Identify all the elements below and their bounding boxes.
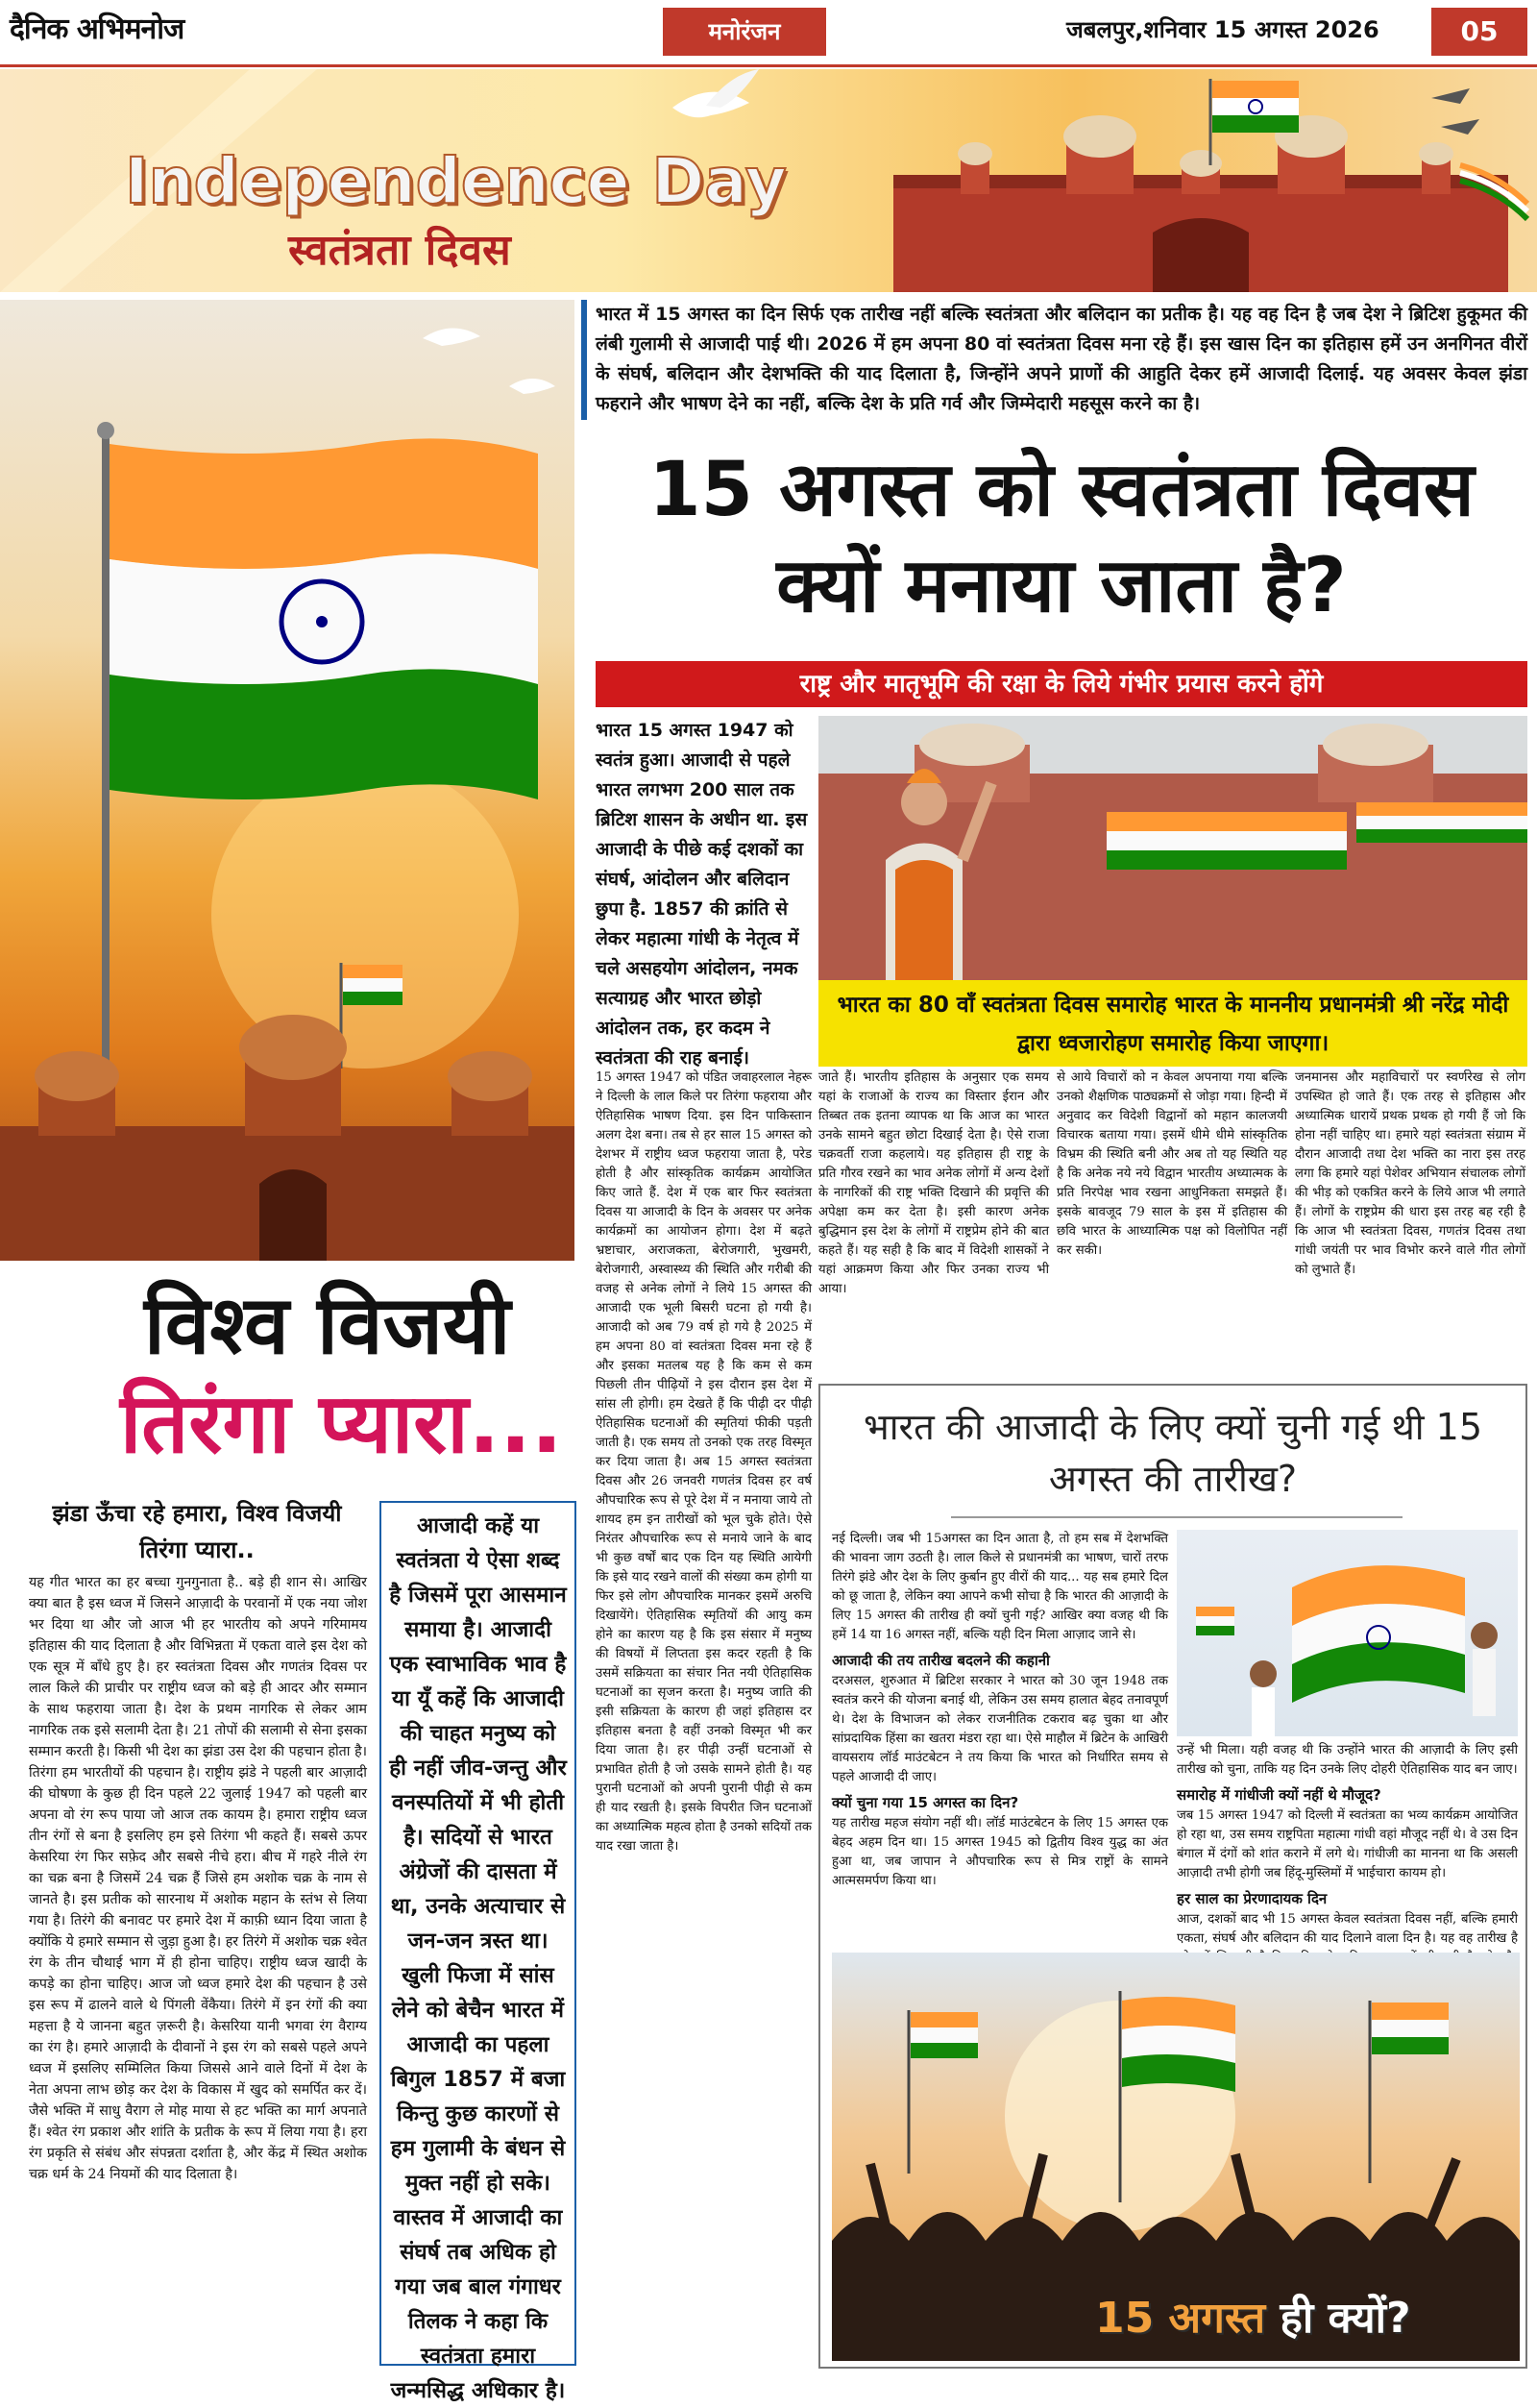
why-intro: नई दिल्ली। जब भी 15अगस्त का दिन आता है, तो हम सब में देशभक्ति की भावना जाग उठती है। लाल किले से प्रधानमंत्री का भाषण, चारों तरफ तिरंगे झंडे और देश के लिए कुर्बान हुए वीरों की याद... यह सब हमारे दिल को छू जाता है, लेकिन क्या आपने कभी सोचा है कि भारत की आज़ादी के लिए 15 अगस्त की तारीख ही क्यों चुनी गई? आखिर क्या वजह थी कि हमें 14 या 16 अगस्त नहीं, बल्कि यही दिन मिला आज़ाद जाने से।	[832, 1532, 1168, 1642]
flag-photo-art	[0, 300, 574, 1261]
left-article-body: यह गीत भारत का हर बच्चा गुनगुनाता है.. बड़े ही शान से। आखिर क्या बात है इस ध्वज में जिसने आज़ादी के परवानों में एक नया जोश भर दिया था और जो आज भी हर भारतीय को अपने गरिमामय इतिहास की याद दिलाता है और विभिन्नता में एकता वाले इस देश को एक सूत्र में बाँधे हुए है। हर स्वतंत्रता दिवस और गणतंत्र दिवस पर लाल किले की प्राचीर पर राष्ट्रीय ध्वज को बड़े ही आदर और सम्मान के साथ फहराया जाता है। देश के प्रथम नागरिक से लेकर आम नागरिक तक इसे सलामी देता है। 21 तोपों की सलामी से सेना इसका सम्मान करती है। किसी भी देश का झंडा उस देश की पहचान होता है। तिरंगा हम भारतीयों की पहचान है। राष्ट्रीय झंडे ने पहली बार आज़ादी की घोषणा के कुछ ही दिन पहले 22 जुलाई 1947 को पहली बार अपना वो रंग रूप पाया जो आज तक कायम है। हमारा राष्ट्रीय ध्वज तीन रंगों से बना है इसलिए हम इसे तिरंगा भी कहते हैं। सबसे ऊपर केसरिया रंग फिर सफ़ेद और सबसे नीचे हरा। बीच में गहरे नीले रंग का चक्र बना है जिसमें 24 चक्र हैं जिसे हम अशोक चक्र के नाम से जानते है। इस प्रतीक को सारनाथ में अशोक महान के स्तंभ से लिया गया है। तिरंगे की बनावट पर हमारे देश में काफ़ी ध्यान दिया जाता है क्योंकि ये हमारे सम्मान से जुड़ा हुआ है। हर तिरंगे में अशोक चक्र श्वेत रंग के तीन चौथाई भाग में ही होना चाहिए। राष्ट्रीय ध्वज खादी के कपड़े का होना चाहिए। आज जो ध्वज हमारे देश की पहचान है उसे इस रूप में ढालने वाले थे पिंगली वेंकैया। तिरंगे में इन रंगों की क्या महत्ता है ये जानना बहुत ज़रूरी है। केसरिया यानी भगवा रंग वैराग्य का रंग है। हमारे आज़ादी के दीवानों ने इस रंग को सबसे पहले अपने ध्वज में इसलिए सम्मिलित किया जिससे आने वाले दिनों में देश के नेता अपना लाभ छोड़ कर देश के विकास में खुद को समर्पित कर दें। जैसे भक्ति में साधु वैराग ले मोह माया से हट भक्ति का मार्ग अपनाते हैं। श्वेत रंग प्रकाश और शांति के प्रतीक के रूप में लिया गया है। हरा रंग प्रकृति से संबंध और संपन्नता दर्शाता है, और केंद्र में स्थित अशोक चक्र धर्म के 24 नियमों की याद दिलाता है।	[29, 1575, 367, 2182]
subhead-date-change: आजादी की तय तारीख बदलने की कहानी	[832, 1652, 1050, 1669]
main-headline: 15 अगस्त को स्वतंत्रता दिवस क्यों मनाया जाता है?	[648, 447, 1475, 629]
subhead-gandhi: समारोह में गांधीजी क्यों नहीं थे मौजूद?	[1177, 1786, 1381, 1804]
page-number: 05	[1431, 8, 1527, 56]
article-column-d: जनमानस और महाविचारों पर स्वर्णरेख से लोग उपस्थित हो जाते हैं। एक तरह से इतिहास और अध्यात्मिक धारायें प्रथक प्रथक हो गयी हैं जो कि होना नहीं चाहिए था। हमारे यहां स्वतंत्रता संग्राम में दौरान आजादी तथा देश भक्ति का नारा इस तरह लगा कि हमारे यहां पेशेवर अभियान संचालक लोगों की भीड़ को एकत्रित करने के लिये आज भी लगाते हैं। लोगों के राष्ट्रप्रेम की धारा इस तरह बह रही है कि आज भी स्वतंत्रता दिवस, गणतंत्र दिवस तथा गांधी जयंती पर भाव विभोर करने वाले गीत लोगों को लुभाते हैं।	[1295, 1070, 1525, 1277]
kids-photo-art	[1177, 1530, 1518, 1736]
inspiring-day-text: आज, दशकों बाद भी 15 अगस्त केवल स्वतंत्रता दिवस नहीं, बल्कि हमारी एकता, संघर्ष और बलिदान की याद दिलाने वाला दिन है। यह वह तारीख है	[1177, 1912, 1518, 1946]
why-date-change-text: दरअसल, शुरुआत में ब्रिटिश सरकार ने भारत को 30 जून 1948 तक स्वतंत्र करने की योजना बनाई थी, लेकिन उस समय हालात बेहद तनावपूर्ण थे। देश के विभाजन को लेकर राजनीतिक टकराव बढ़ चुका था और सांप्रदायिक हिंसा का खतरा मंडरा रहा था। ऐसे माहौल में ब्रिटेन के आखिरी वायसराय लॉर्ड माउंटबेटन ने तय किया कि भारत को निर्धारित समय से पहले आजादी दी जाए।	[832, 1674, 1168, 1784]
lead-paragraph: भारत 15 अगस्त 1947 को स्वतंत्र हुआ। आजादी से पहले भारत लगभग 200 साल तक ब्रिटिश शासन के अधीन था. इस आजादी के पीछे कई दशकों का संघर्ष, आंदोलन और बलिदान छुपा है. 1857 की क्रांति से लेकर महात्मा गांधी के नेतृत्व में चले असहयोग आंदोलन, नमक सत्याग्रह और भारत छोड़ो आंदोलन तक, हर कदम ने स्वतंत्रता की राह बनाई।	[596, 720, 808, 1069]
flag-photo	[0, 300, 574, 1261]
subhead-inspiring-day: हर साल का प्रेरणादायक दिन	[1177, 1890, 1328, 1907]
headline-rule	[951, 1516, 1403, 1518]
why-15-text: यह तारीख महज संयोग नहीं थी। लॉर्ड माउंटबेटन के लिए 15 अगस्त एक बेहद अहम दिन था। 15 अगस्त 1945 को द्वितीय विश्व युद्ध का अंत हुआ था, जब जापान ने औपचारिक रूप से मित्र राष्ट्रों के सामने आत्मसमर्पण किया था।	[832, 1816, 1168, 1888]
article-column-c: से आये विचारों को न केवल अपनाया गया बल्कि उनको शैक्षणिक पाठ्यक्रमों से जोड़ा गया। हिन्दी में अनुवाद कर विदेशी विद्वानों को महान कालजयी विचारक बताया गया। इसमें धीमे धीमे सांस्कृतिक विभ्रम की स्थिति बनी और अब तो यह स्थिति यह है कि अनेक नये नये विद्वान भारतीय अध्यात्मक के प्रति निरपेक्ष भाव रखना आधुनिकता समझते हैं। इसके बावजूद 79 साल के इस में इतिहास की छवि भारत के आध्यात्मिक पक्ष को विलोपित नहीं कर सकी।	[1057, 1070, 1287, 1258]
article-column-b: जाते हैं। भारतीय इतिहास के अनुसार एक समय यहां के राजाओं के राज्य का विस्तार ईरान और तिब्बत तक इतना व्यापक था कि आज का भारत उनके सामने बहुत छोटा दिखाई देता है। ऐसे राजा चक्रवर्ती राजा कहलाये। यह इतिहास ही राष्ट्र के प्रति गौरव रखने का भाव अनेक लोगों में अन्य देशों के नागरिकों की राष्ट्र भक्ति दिखाने की प्रवृत्ति की अपेक्षा कम कर देता है। इसी कारण अनेक बुद्धिमान इस देश के लोगों में राष्ट्रप्रेम होने की बात कहते हैं। यह सही है कि बाद में विदेशी शासकों ने यहां आक्रमण किया और फिर उनका राज्य भी आया।	[818, 1070, 1049, 1296]
crowd-caption-date: 15 अगस्त	[1095, 2294, 1266, 2343]
banner-title-hindi: स्वतंत्रता दिवस	[288, 226, 511, 275]
ceremony-photo-art	[818, 716, 1527, 980]
banner-title-english: Independence Day	[125, 144, 787, 218]
quote-text: आजादी कहें या स्वतंत्रता ये ऐसा शब्द है जिसमें पूरा आसमान समाया है। आजादी एक स्वाभाविक भाव है या यूँ कहें कि आजादी की चाहत मनुष्य को ही नहीं जीव-जन्तु और वनस्पतियों में भी होती है। सदियों से भारत अंग्रेजों की दासता में था, उनके अत्याचार से जन-जन त्रस्त था। खुली फिजा में सांस लेने को बेचैन भारत में आजादी का पहला बिगुल 1857 में बजा किन्तु कुछ कारणों से हम गुलामी के बंधन से मुक्त नहीं हो सके। वास्तव में आजादी का संघर्ष तब अधिक हो गया जब बाल गंगाधर तिलक ने कहा कि स्वतंत्रता हमारा जन्मसिद्ध अधिकार है।	[389, 1513, 567, 2403]
left-headline-line1: विश्व विजयी	[144, 1278, 511, 1372]
dateline: जबलपुर,शनिवार 15 अगस्त 2026	[1066, 16, 1379, 43]
why-column-left	[832, 1530, 1168, 1943]
subhead-why-15: क्यों चुना गया 15 अगस्त का दिन?	[832, 1794, 1019, 1811]
quote-box	[379, 1501, 576, 2403]
crowd-caption-question: ही क्यों?	[1265, 2294, 1411, 2343]
article-column-a: 15 अगस्त 1947 को पंडित जवाहरलाल नेहरू ने दिल्ली के लाल किले पर तिरंगा फहराया और ऐतिहासिक भाषण दिया. इस दिन पाकिस्तान अलग देश बना। तब से हर साल 15 अगस्त को देशभर में राष्ट्रीय ध्वज फहराया जाता है, परेड होती है और सांस्कृतिक कार्यक्रम आयोजित किए जाते हैं. देश में एक बार फिर स्वतंत्रता दिवस या आजादी के दिन के अवसर पर अनेक कार्यक्रमों का आयोजन होगा। देश में बढ़ते भ्रष्टाचार, अराजकता, बेरोजगारी, भुखमरी, बेरोजगारी, अस्वास्थ्य की स्थिति और गरीबी की वजह से अनेक लोगों ने लिये 15 अगस्त की आजादी एक भूली बिसरी घटना हो गयी है। आजादी को अब 79 वर्ष हो गये है 2025 में हम अपना 80 वां स्वतंत्रता दिवस मना रहे हैं और इसका मतलब यह है कि कम से कम पिछली तीन पीढ़ियों ने इस दौरान इस देश में सांस ली होगी। हम देखते हैं कि पीढ़ी दर पीढ़ी ऐतिहासिक घटनाओं की स्मृतियां फीकी पड़ती जाती है। एक समय तो उनको एक तरह विस्मृत कर दिया जाता है। अब 15 अगस्त स्वतंत्रता दिवस और 26 जनवरी गणतंत्र दिवस हर वर्ष औपचारिक रूप से पूरे देश में न मनाया जाये तो शायद हम इन तारीखों को भूल चुके होते। ऐसे निरंतर औपचारिक रूप से मनाये जाने के बाद भी कुछ वर्षों बाद एक दिन यह स्थिति आयेगी कि इसे याद रखने वालों की संख्या कम होगी या फिर इसे लोग औपचारिक मानकर इसमें अरुचि दिखायेंगे। ऐतिहासिक स्मृतियों की आयु कम होने का कारण यह है कि इस संसार में मनुष्य की विषयों में लिप्तता इस कदर रहती है कि उसमें सक्रियता का संचार नित नयी ऐतिहासिक घटनाओं का सृजन करता है। मनुष्य जाति की इसी सक्रियता के कारण ही जहां इतिहास दर इतिहास बनता है वहीं उनको विस्मृत भी कर दिया जाता है। हर पीढ़ी उन्हीं घटनाओं से प्रभावित होती है जो उसके सामने होती है। यह पुरानी घटनाओं को अपनी पुरानी पीढ़ी से कम ही याद रखती है। इसके विपरीत जिन घटनाओं का अध्यात्मिक महत्व होता है उनको सदियों तक याद रखा जाता है।	[596, 1070, 812, 1854]
why-15-august-headline: भारत की आजादी के लिए क्यों चुनी गई थी 15 अगस्त की तारीख?	[864, 1406, 1482, 1500]
paper-name: दैनिक अभिमनोज	[10, 12, 184, 46]
deck-strip: राष्ट्र और मातृभूमि की रक्षा के लिये गंभीर प्रयास करने होंगे	[596, 661, 1527, 707]
kids-with-flags-photo	[1177, 1530, 1518, 1736]
gandhi-text: जब 15 अगस्त 1947 को दिल्ली में स्वतंत्रता का भव्य कार्यक्रम आयोजित हो रहा था, उस समय राष्ट्रपिता महात्मा गांधी वहां मौजूद नहीं थे। वे उस दिन बंगाल में दंगों को शांत कराने में लगे थे। गांधीजी का मानना था कि असली आज़ादी तभी होगी जब हिंदू-मुस्लिमों में भाईचारा कायम हो।	[1177, 1808, 1518, 1880]
photo-caption: भारत का 80 वाँ स्वतंत्रता दिवस समारोह भारत के माननीय प्रधानमंत्री श्री नरेंद्र मोदी द्वारा ध्वजारोहण समारोह किया जाएगा।	[818, 980, 1527, 1067]
red-fort-illustration	[893, 115, 1508, 292]
crowd-caption	[1095, 2287, 1411, 2345]
intro-rule	[581, 300, 587, 420]
section-label: मनोरंजन	[663, 8, 826, 56]
why-right-intro: उन्हें भी मिला। यही वजह थी कि उन्होंने भारत की आज़ादी के लिए इसी तारीख को चुना, ताकि यह दिन उनके लिए दोहरी ऐतिहासिक याद बन जाए।	[1177, 1743, 1518, 1777]
left-subheadline: झंडा ऊँचा रहे हमारा, विश्व विजयी तिरंगा प्यारा..	[52, 1500, 342, 1563]
red-fort-ceremony-photo	[818, 716, 1527, 980]
dove-icon	[672, 69, 759, 117]
left-headline-line2: तिरंगा प्यारा...	[120, 1376, 563, 1472]
intro-paragraph: भारत में 15 अगस्त का दिन सिर्फ एक तारीख नहीं बल्कि स्वतंत्रता और बलिदान का प्रतीक है। यह वह दिन है जब देश ने ब्रिटिश हुकूमत की लंबी गुलामी से आजादी पाई थी। 2026 में हम अपना 80 वां स्वतंत्रता दिवस मना रहे हैं। इस खास दिन का इतिहास हमें उन अनगिनत वीरों के संघर्ष, बलिदान और देशभक्ति की याद दिलाता है, जिन्होंने अपने प्राणों की आहुति देकर हमें आजादी दिलाई. यह अवसर केवल झंडा फहराने और भाषण देने का नहीं, बल्कि देश के प्रति गर्व और जिम्मेदारी महसूस करने का है।	[596, 304, 1527, 414]
